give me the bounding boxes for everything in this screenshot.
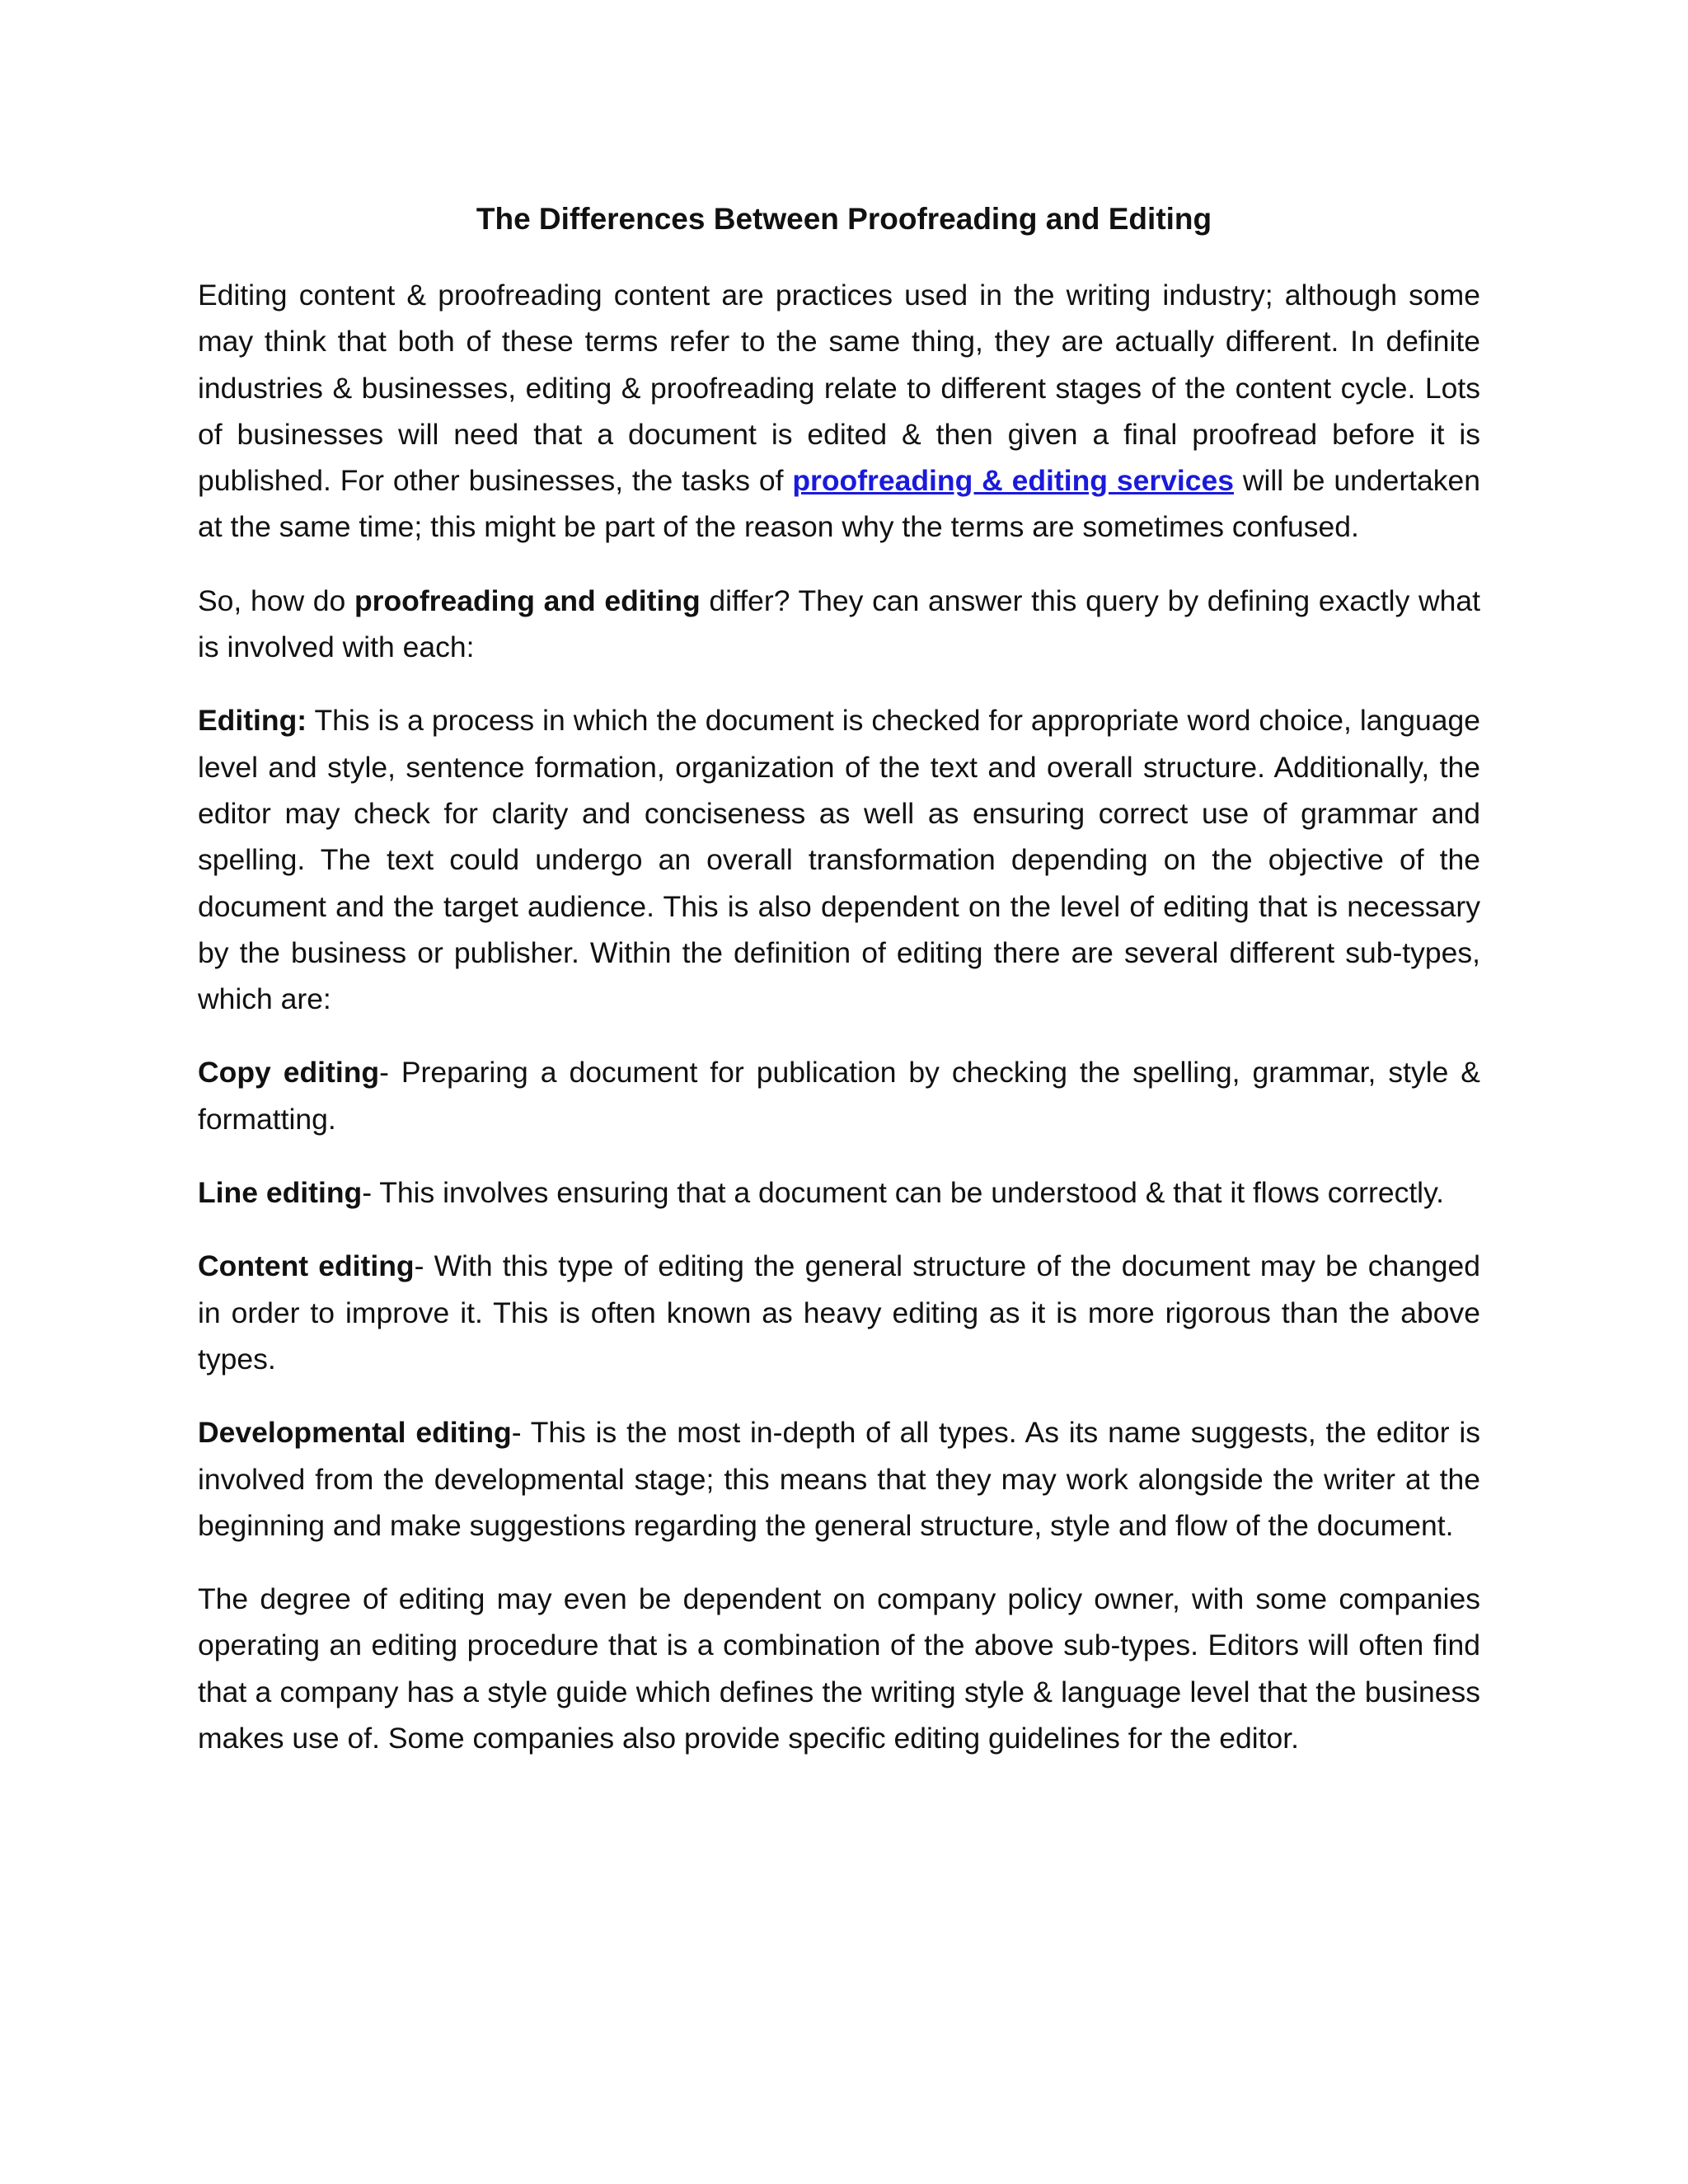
intro-text-before-link: Editing content & proofreading content are practices used in the writing industry; although some may think that both of these terms refer to the same thing, they are actually different. In definite industries & businesses, editing & proofreading relate to different stages of the content cycle. Lots of businesses will need that a document is edited & then given a final proofread before it is published. For other businesses, the tasks of — [198, 279, 1480, 498]
subtype-label: Line editing — [198, 1176, 363, 1210]
subtype-developmental-editing — [198, 1409, 1480, 1549]
subtype-label: Developmental editing — [198, 1416, 512, 1450]
page-title: The Differences Between Proofreading and Editing — [476, 202, 1212, 236]
editing-label: Editing: — [198, 704, 307, 738]
editing-text: This is a process in which the document is checked for appropriate word choice, language level and style, sentence formation, organization of the text and overall structure. Additionally, the editor may check for clarity and conciseness as well as ensuring correct use of grammar and spelling. The text could undergo an overall transformation depending on the objective of the document and the target audience. This is also dependent on the level of editing that is necessary by the business or publisher. Within the definition of editing there are several different sub-types, which are: — [198, 704, 1480, 1016]
subtype-content-editing — [198, 1243, 1480, 1382]
question-bold-term: proofreading and editing — [354, 583, 701, 617]
document-body — [198, 272, 1480, 1788]
closing-paragraph: The degree of editing may even be dependent on company policy owner, with some companies operating an editing procedure that is a combination of the above sub-types. Editors will often find that a company has a style guide which defines the writing style & language level that the business makes use of. Some companies also provide specific editing guidelines for the editor. — [198, 1582, 1480, 1755]
subtype-text: - This is the most in-depth of all types. As its name suggests, the editor is involved from the developmental stage; this means that they may work alongside the writer at the beginning and make suggestions regarding the general structure, style and flow of the document. — [198, 1416, 1480, 1542]
proofreading-editing-services-link[interactable]: proofreading & editing services — [792, 464, 1234, 498]
subtype-text: - Preparing a document for publication by checking the spelling, grammar, style & formatting. — [198, 1056, 1480, 1136]
subtype-text: - With this type of editing the general structure of the document may be changed in order to improve it. This is often known as heavy editing as it is more rigorous than the above types. — [198, 1249, 1480, 1376]
intro-text-after-link: will be undertaken at the same time; this might be part of the reason why the terms are sometimes confused. — [198, 464, 1480, 544]
subtype-label: Copy editing — [198, 1056, 380, 1090]
intro-paragraph — [198, 272, 1480, 551]
subtype-copy-editing — [198, 1049, 1480, 1142]
subtype-text: - This involves ensuring that a document can be understood & that it flows correctly. — [362, 1176, 1445, 1210]
editing-paragraph — [198, 697, 1480, 1022]
subtype-label: Content editing — [198, 1249, 415, 1283]
question-paragraph — [198, 578, 1480, 671]
question-text-before: So, how do — [198, 583, 354, 617]
question-text-after: differ? They can answer this query by defining exactly what is involved with each: — [198, 583, 1480, 664]
subtype-line-editing — [198, 1169, 1480, 1216]
